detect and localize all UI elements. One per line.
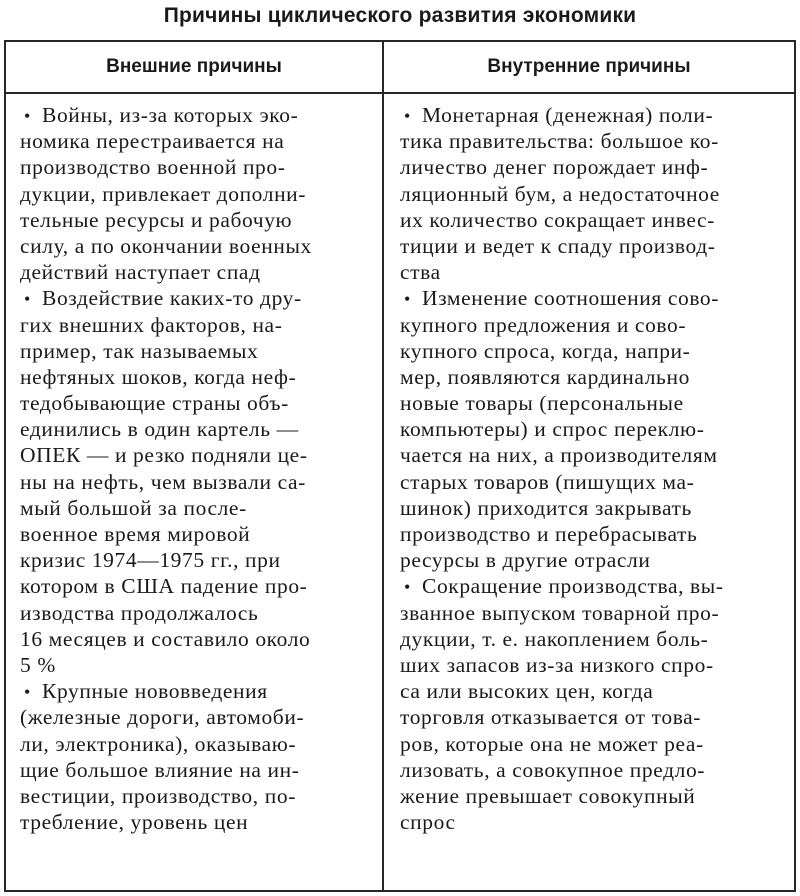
external-cause-item-line bbox=[16, 731, 382, 757]
internal-cause-item-line bbox=[396, 259, 794, 285]
internal-cause-line-text: купного предложения и сово- bbox=[400, 312, 687, 337]
external-cause-item-line bbox=[16, 626, 382, 652]
external-causes-column bbox=[16, 94, 382, 835]
external-cause-line-text: единились в один картель — bbox=[20, 417, 299, 442]
external-cause-item-line bbox=[16, 573, 382, 599]
internal-cause-line-text: купного спроса, когда, напри- bbox=[400, 338, 691, 363]
internal-cause-line-text: ших запасов из-за низкого спро- bbox=[400, 652, 714, 677]
internal-cause-item-line bbox=[396, 757, 794, 783]
external-cause-item-line bbox=[16, 783, 382, 809]
external-cause-item-line bbox=[16, 521, 382, 547]
internal-cause-line-text: ляционный бум, а недостаточное bbox=[400, 181, 720, 206]
internal-cause-line-text: торговля отказывается от това- bbox=[400, 705, 702, 730]
internal-cause-item-line bbox=[396, 521, 794, 547]
bullet-icon: • bbox=[404, 577, 411, 598]
internal-cause-line-text: тика правительства: большое ко- bbox=[400, 129, 719, 154]
external-cause-item-line bbox=[16, 809, 382, 835]
internal-cause-line-text: их количество сокращает инвес- bbox=[400, 207, 715, 232]
internal-cause-item-line bbox=[396, 416, 794, 442]
external-cause-item-line bbox=[16, 128, 382, 154]
bullet-icon: • bbox=[404, 289, 411, 310]
external-cause-line-text: требление, уровень цен bbox=[20, 810, 249, 835]
internal-cause-line-text: тиции и ведет к спаду производ- bbox=[400, 233, 716, 258]
external-cause-item-first-line bbox=[16, 678, 382, 704]
external-cause-line-text: котором в США падение про- bbox=[20, 574, 308, 599]
internal-cause-line-text: Изменение соотношения сово- bbox=[422, 286, 720, 311]
external-cause-line-text: ли, электроника), оказываю- bbox=[20, 731, 297, 756]
external-cause-line-text: ОПЕК — и резко подняли це- bbox=[20, 443, 308, 468]
internal-cause-item-line bbox=[396, 312, 794, 338]
internal-cause-line-text: компьютеры) и спрос переклю- bbox=[400, 417, 705, 442]
external-cause-item-line bbox=[16, 442, 382, 468]
causes-table bbox=[4, 40, 796, 892]
internal-cause-line-text: мер, появляются кардинально bbox=[400, 364, 690, 389]
external-cause-line-text: щие большое влияние на ин- bbox=[20, 757, 300, 782]
internal-causes-column bbox=[396, 94, 794, 835]
internal-cause-item-line bbox=[396, 600, 794, 626]
internal-cause-line-text: старых товаров (пишущих ма- bbox=[400, 469, 695, 494]
internal-cause-item-line bbox=[396, 731, 794, 757]
external-cause-item-line bbox=[16, 233, 382, 259]
internal-cause-line-text: ров, которые она не может реа- bbox=[400, 731, 704, 756]
internal-cause-item-line bbox=[396, 547, 794, 573]
internal-cause-item-line bbox=[396, 181, 794, 207]
external-cause-line-text: тельные ресурсы и рабочую bbox=[20, 207, 293, 232]
internal-cause-item-line bbox=[396, 652, 794, 678]
internal-cause-item-line bbox=[396, 128, 794, 154]
internal-cause-item-first-line bbox=[396, 285, 794, 311]
internal-cause-item-line bbox=[396, 626, 794, 652]
external-cause-line-text: 5 % bbox=[20, 652, 56, 677]
internal-cause-item-line bbox=[396, 809, 794, 835]
internal-cause-item-first-line bbox=[396, 573, 794, 599]
internal-cause-line-text: ресурсы в другие отрасли bbox=[400, 548, 651, 573]
internal-cause-line-text: званное выпуском товарной про- bbox=[400, 600, 720, 625]
external-cause-line-text: кризис 1974—1975 гг., при bbox=[20, 548, 281, 573]
external-cause-line-text: ны на нефть, чем вызвали са- bbox=[20, 469, 306, 494]
external-cause-line-text: номика перестраивается на bbox=[20, 129, 285, 154]
external-cause-line-text: производство военной про- bbox=[20, 155, 286, 180]
table-header-row bbox=[6, 42, 794, 94]
external-cause-item-line bbox=[16, 364, 382, 390]
external-cause-line-text: 16 месяцев и составило около bbox=[20, 626, 311, 651]
internal-cause-item bbox=[396, 573, 794, 835]
external-cause-line-text: изводства продолжалось bbox=[20, 600, 259, 625]
internal-cause-line-text: Сокращение производства, вы- bbox=[422, 574, 724, 599]
internal-cause-item-line bbox=[396, 469, 794, 495]
bullet-icon: • bbox=[404, 106, 411, 126]
external-cause-line-text: тедобывающие страны объ- bbox=[20, 391, 289, 416]
internal-cause-item-line bbox=[396, 704, 794, 730]
external-cause-line-text: нефтяных шоков, когда неф- bbox=[20, 364, 297, 389]
external-cause-item-line bbox=[16, 312, 382, 338]
internal-cause-line-text: чается на них, а производителям bbox=[400, 443, 718, 468]
internal-cause-line-text: шинок) приходится закрывать bbox=[400, 495, 692, 520]
external-cause-item-line bbox=[16, 181, 382, 207]
page-title: Причины циклического развития экономики bbox=[163, 4, 637, 27]
internal-cause-item-line bbox=[396, 364, 794, 390]
external-cause-line-text: мый большой за после- bbox=[20, 495, 247, 520]
external-cause-item-line bbox=[16, 652, 382, 678]
external-cause-line-text: действий наступает спад bbox=[20, 260, 261, 285]
external-cause-item-line bbox=[16, 547, 382, 573]
external-cause-item-first-line bbox=[16, 285, 382, 311]
external-cause-line-text: Воздействие каких-то дру- bbox=[42, 286, 302, 311]
external-cause-line-text: военное время мировой bbox=[20, 522, 251, 546]
internal-cause-line-text: лизовать, а совокупное предло- bbox=[400, 757, 706, 782]
external-cause-item-line bbox=[16, 495, 382, 521]
external-cause-item-line bbox=[16, 600, 382, 626]
internal-cause-line-text: Монетарная (денежная) поли- bbox=[422, 103, 714, 127]
external-cause-line-text: (железные дороги, автомоби- bbox=[20, 705, 305, 730]
bullet-icon: • bbox=[24, 106, 31, 126]
external-cause-item-line bbox=[16, 390, 382, 416]
external-cause-item-line bbox=[16, 416, 382, 442]
external-cause-item bbox=[16, 285, 382, 678]
external-cause-item bbox=[16, 102, 382, 285]
bullet-icon: • bbox=[24, 289, 31, 310]
internal-cause-item-line bbox=[396, 207, 794, 233]
internal-cause-item-line bbox=[396, 154, 794, 180]
internal-cause-item-line bbox=[396, 678, 794, 704]
internal-cause-line-text: ства bbox=[400, 260, 441, 285]
internal-cause-line-text: производство и перебрасывать bbox=[400, 522, 698, 546]
internal-cause-line-text: са или высоких цен, когда bbox=[400, 679, 654, 704]
internal-cause-line-text: новые товары (персональные bbox=[400, 391, 684, 416]
external-cause-line-text: Войны, из-за которых эко- bbox=[42, 103, 299, 127]
external-cause-item-line bbox=[16, 469, 382, 495]
header-external-causes: Внешние причины bbox=[106, 56, 282, 77]
internal-cause-item-line bbox=[396, 783, 794, 809]
external-cause-item-line bbox=[16, 704, 382, 730]
external-cause-line-text: силу, а по окончании военных bbox=[20, 233, 312, 258]
internal-cause-line-text: спрос bbox=[400, 810, 456, 835]
external-cause-item bbox=[16, 678, 382, 835]
internal-cause-item-line bbox=[396, 233, 794, 259]
external-cause-item-first-line bbox=[16, 102, 382, 128]
external-cause-item-line bbox=[16, 207, 382, 233]
internal-cause-line-text: личество денег порождает инф- bbox=[400, 155, 709, 180]
external-cause-item-line bbox=[16, 259, 382, 285]
internal-cause-item-line bbox=[396, 338, 794, 364]
internal-cause-item-first-line bbox=[396, 102, 794, 128]
internal-cause-item-line bbox=[396, 495, 794, 521]
internal-cause-line-text: дукции, т. е. накоплением боль- bbox=[400, 626, 709, 651]
external-cause-item-line bbox=[16, 154, 382, 180]
external-cause-item-line bbox=[16, 338, 382, 364]
external-cause-line-text: пример, так называемых bbox=[20, 338, 259, 363]
internal-cause-item-line bbox=[396, 442, 794, 468]
external-cause-line-text: Крупные нововведения bbox=[42, 679, 268, 704]
header-internal-causes: Внутренние причины bbox=[487, 56, 691, 77]
internal-cause-item bbox=[396, 102, 794, 285]
bullet-icon: • bbox=[24, 682, 31, 703]
column-divider bbox=[382, 42, 384, 890]
external-cause-line-text: вестиции, производство, по- bbox=[20, 783, 296, 808]
internal-cause-item-line bbox=[396, 390, 794, 416]
internal-cause-line-text: жение превышает совокупный bbox=[400, 783, 696, 808]
external-cause-line-text: гих внешних факторов, на- bbox=[20, 312, 283, 337]
external-cause-line-text: дукции, привлекает дополни- bbox=[20, 181, 307, 206]
internal-cause-item bbox=[396, 285, 794, 573]
external-cause-item-line bbox=[16, 757, 382, 783]
